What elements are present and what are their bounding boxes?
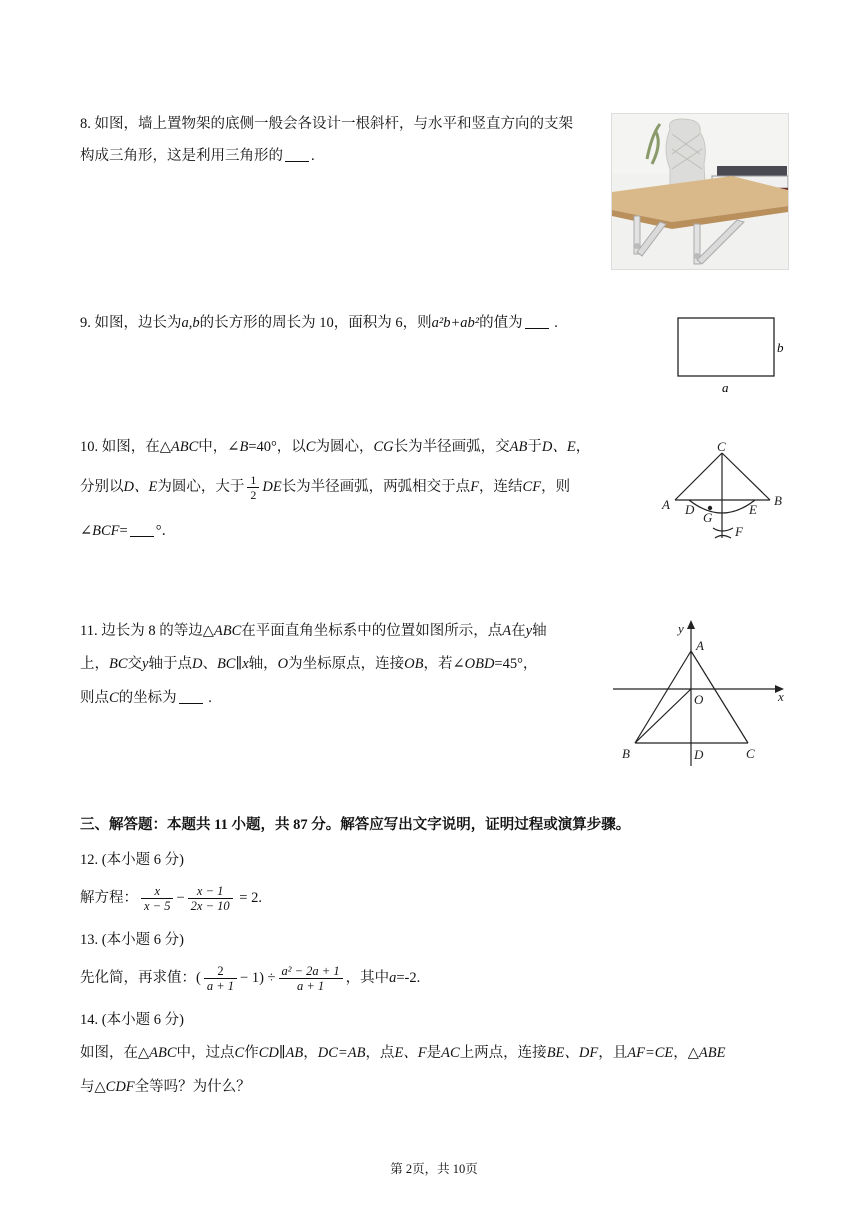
label-B: B xyxy=(774,493,782,508)
q10-line2: 分别以D、E为圆心，大于 $\frac{1}{2}$ DE长为半径画弧，两弧相交于点F，连结CF，则 xyxy=(80,473,571,503)
section-title: 三、解答题：本题共 11 小题，共 87 分。解答应写出文字说明，证明过程或演算步骤。 xyxy=(80,817,631,833)
label-x: x xyxy=(778,689,784,704)
fraction: $\frac{x}{x - 5}$ xyxy=(141,884,173,913)
answer-blank xyxy=(285,147,309,162)
label-A: A xyxy=(696,638,704,653)
q8-line2 xyxy=(80,146,315,166)
label-E: E xyxy=(749,502,757,517)
label-C: C xyxy=(717,439,726,454)
label-B: B xyxy=(622,746,630,761)
fraction: $\frac{2}{a + 1}$ xyxy=(204,964,237,993)
label-A: A xyxy=(662,497,670,512)
q12-equation: 解方程： $\frac{x}{x - 5}$ − $\frac{x - 1}{2x - 10}$ = 2. xyxy=(80,884,262,914)
answer-blank xyxy=(179,689,203,704)
q8-text: 构成三角形，这是利用三角形的 xyxy=(80,148,283,164)
q11-line3: 则点C的坐标为 . xyxy=(80,690,212,706)
q13-expression: 先化简，再求值：( $\frac{2}{a + 1}$ − 1) ÷ $\frac{\text{a² − 2a + 1}}{a + 1}$ ，其中a=-2. xyxy=(80,964,421,994)
q11-line2: 上，BC交y轴于点D、BC∥x轴，O为坐标原点，连接OB，若∠OBD=45°， xyxy=(80,656,538,672)
label-G: G xyxy=(703,510,713,525)
q10-line1: 10. 如图，在△ABC中，∠B=40°，以C为圆心，CG长为半径画弧，交AB于D、E， xyxy=(80,439,591,455)
label-y: y xyxy=(678,621,684,636)
fraction: $\frac{\text{a² − 2a + 1}}{a + 1}$ xyxy=(279,964,343,993)
answer-blank xyxy=(130,522,154,537)
label-O: O xyxy=(694,692,704,707)
q14-line2: 与△CDF全等吗？为什么？ xyxy=(80,1079,251,1095)
page-number: 第 2页，共 10页 xyxy=(390,1162,478,1176)
answer-blank xyxy=(525,314,549,329)
coordinate-triangle-figure xyxy=(608,618,793,768)
rectangle-figure xyxy=(670,310,790,400)
q9-text: 9. 如图，边长为a,b的长方形的周长为 10，面积为 6，则a²b+ab²的值为 . xyxy=(80,315,558,331)
q12-header: 12. (本小题 6 分) xyxy=(80,852,184,868)
fraction: $\frac{x - 1}{2x - 10}$ xyxy=(188,884,233,913)
q8-period: . xyxy=(311,148,315,164)
q14-header: 14. (本小题 6 分) xyxy=(80,1012,184,1028)
label-a: a xyxy=(722,380,729,395)
label-F: F xyxy=(735,524,743,539)
q14-line1: 如图，在△ABC中，过点C作CD∥AB，DC=AB，点E、F是AC上两点，连接BE、DF，且AF=CE，△ABE xyxy=(80,1045,726,1061)
label-C: C xyxy=(746,746,755,761)
q11-line1: 11. 边长为 8 的等边△ABC在平面直角坐标系中的位置如图所示，点A在y轴 xyxy=(80,623,547,639)
triangle-bisector-figure xyxy=(655,438,795,548)
q8-line1: 8. 如图，墙上置物架的底侧一般会各设计一根斜杆，与水平和竖直方向的支架 xyxy=(80,116,573,132)
shelf-photo xyxy=(611,113,789,270)
label-b: b xyxy=(777,340,784,355)
label-D: D xyxy=(685,502,695,517)
q10-line3: ∠BCF= °． xyxy=(80,523,177,539)
label-D: D xyxy=(694,747,704,762)
q13-header: 13. (本小题 6 分) xyxy=(80,932,184,948)
fraction-half: $\frac{1}{2}$ xyxy=(247,473,259,502)
